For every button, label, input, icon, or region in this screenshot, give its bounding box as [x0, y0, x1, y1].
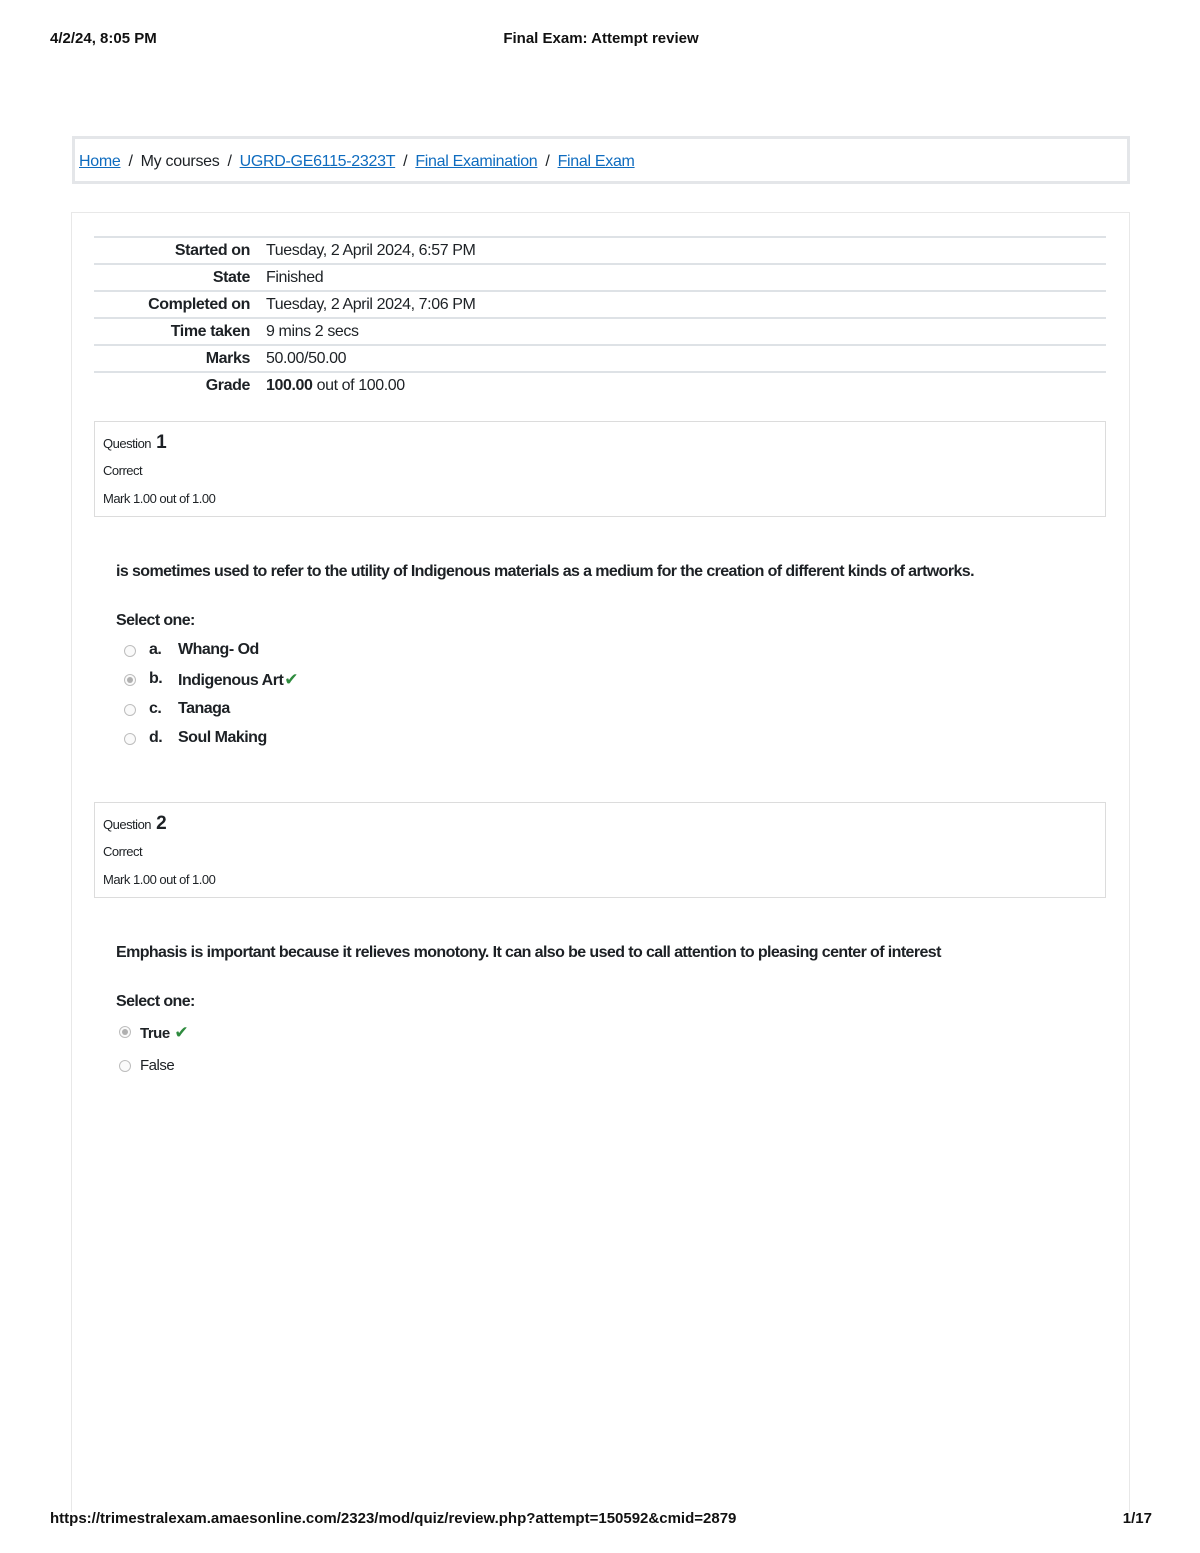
question-state: Correct	[103, 463, 143, 478]
print-datetime: 4/2/24, 8:05 PM	[50, 30, 157, 47]
option-label: Soul Making	[178, 729, 267, 746]
question-number-value: 1	[156, 432, 167, 453]
print-url: https://trimestralexam.amaesonline.com/2323/mod/quiz/review.php?attempt=150592&cmid=2879	[50, 1510, 737, 1527]
breadcrumb-section-link[interactable]: Final Examination	[415, 153, 538, 170]
option-label: Whang- Od	[178, 641, 259, 658]
summary-value: 50.00/50.00	[266, 349, 347, 367]
breadcrumb-activity-link[interactable]: Final Exam	[557, 153, 635, 170]
print-page-title: Final Exam: Attempt review	[503, 30, 699, 47]
question-number-value: 2	[156, 813, 167, 834]
breadcrumb-separator: /	[128, 153, 133, 170]
option-label: False	[140, 1057, 175, 1074]
summary-row-grade	[94, 372, 1106, 399]
breadcrumb	[79, 153, 635, 171]
breadcrumb-course-link[interactable]: UGRD-GE6115-2323T	[239, 153, 396, 170]
breadcrumb-separator: /	[545, 153, 550, 170]
option-label: Indigenous Art✔	[178, 670, 299, 689]
radio-button[interactable]	[124, 645, 136, 657]
print-footer	[50, 1510, 1152, 1530]
option-label: Tanaga	[178, 700, 230, 717]
grade-out-of: out of 100.00	[312, 377, 405, 394]
summary-row-marks	[94, 345, 1106, 372]
summary-row-started	[94, 237, 1106, 264]
option-letter: d.	[149, 729, 163, 746]
attempt-summary-table	[94, 236, 1106, 399]
breadcrumb-my-courses: My courses	[140, 153, 220, 170]
option-label: True ✔	[140, 1023, 189, 1042]
question-info-box	[94, 802, 1106, 898]
summary-label: Grade	[205, 377, 250, 394]
question-info-box	[94, 421, 1106, 517]
summary-value: Tuesday, 2 April 2024, 7:06 PM	[266, 295, 476, 313]
option-letter: a.	[149, 641, 162, 658]
summary-value: Tuesday, 2 April 2024, 6:57 PM	[266, 241, 476, 259]
question-text: is sometimes used to refer to the utility of Indigenous materials as a medium for the creation of different kinds of artworks.	[116, 563, 974, 580]
summary-row-time-taken	[94, 318, 1106, 345]
grade-score: 100.00	[266, 377, 313, 394]
question-prefix: Question	[103, 436, 152, 451]
breadcrumb-separator: /	[403, 153, 408, 170]
radio-button-checked[interactable]	[124, 674, 136, 686]
question-mark: Mark 1.00 out of 1.00	[103, 491, 216, 506]
breadcrumb-bar	[72, 136, 1130, 184]
question-state: Correct	[103, 844, 143, 859]
summary-label: Started on	[174, 241, 250, 259]
summary-row-completed	[94, 291, 1106, 318]
summary-value	[266, 372, 1106, 399]
summary-label: Time taken	[170, 322, 250, 340]
breadcrumb-home-link[interactable]: Home	[79, 153, 121, 170]
question-mark: Mark 1.00 out of 1.00	[103, 872, 216, 887]
question-text: Emphasis is important because it relieves monotony. It can also be used to call attention to pleasing center of interest	[116, 944, 941, 961]
select-one-prompt: Select one:	[116, 993, 195, 1010]
summary-row-state	[94, 264, 1106, 291]
option-letter: b.	[149, 670, 163, 687]
summary-value: Finished	[266, 268, 324, 286]
select-one-prompt: Select one:	[116, 612, 195, 629]
summary-value: 9 mins 2 secs	[266, 322, 359, 340]
summary-label: State	[212, 268, 250, 286]
question-prefix: Question	[103, 817, 152, 832]
summary-label: Marks	[205, 349, 250, 367]
radio-button-checked[interactable]	[119, 1026, 131, 1038]
question-number	[103, 432, 166, 454]
question-number	[103, 813, 166, 835]
check-icon: ✔	[284, 670, 299, 689]
radio-button[interactable]	[124, 704, 136, 716]
breadcrumb-separator: /	[227, 153, 232, 170]
radio-button[interactable]	[119, 1060, 131, 1072]
print-page-number: 1/17	[1122, 1510, 1152, 1527]
radio-button[interactable]	[124, 733, 136, 745]
print-header	[50, 30, 1152, 50]
check-icon: ✔	[174, 1023, 189, 1042]
summary-label: Completed on	[148, 295, 250, 313]
option-letter: c.	[149, 700, 162, 717]
